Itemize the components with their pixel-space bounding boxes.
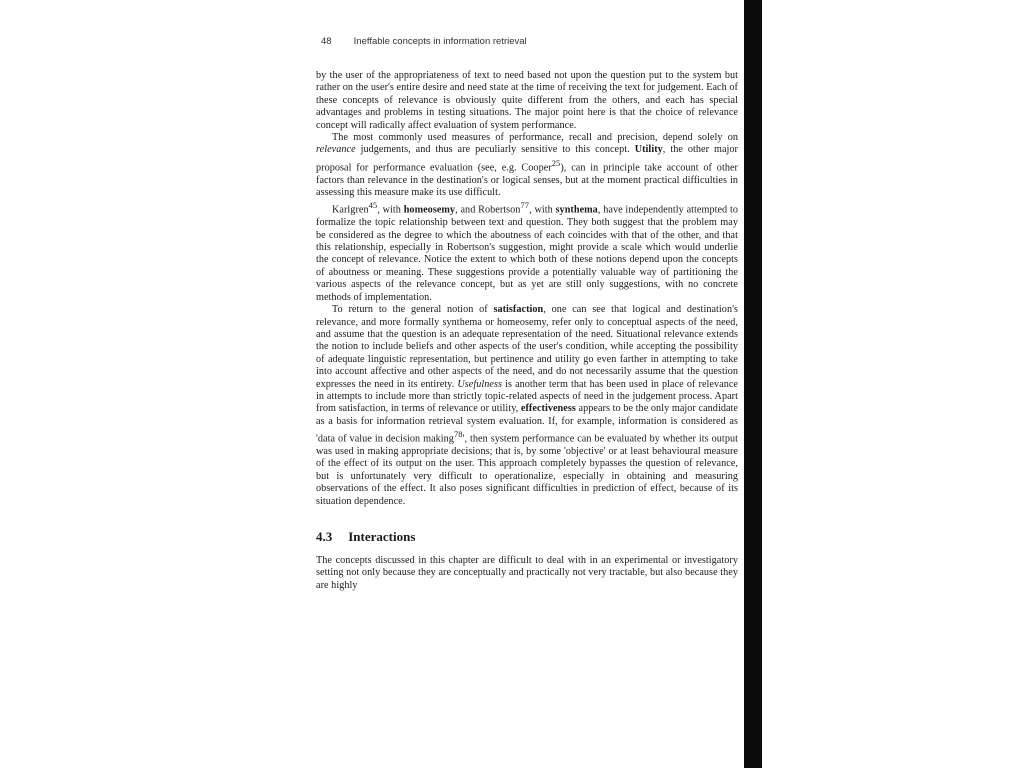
- citation-superscript: 77: [520, 200, 530, 211]
- book-page: [316, 36, 738, 592]
- paragraph: [316, 70, 738, 132]
- paragraph: [316, 304, 738, 508]
- text-run: , one can see that logical and destination's relevance, and more formally synthema or homeosemy, refer only to conceptual aspects of the need, and assume that the question is an adequate representation of the need. Situational relevance extends the notion to include beliefs and other aspects of the user's condition, while accepting the possibility of adequate linguistic representation, but pertinence and utility go even farther in attempting to take into account affective and other aspects of the need, and do not necessarily assume that the question expresses the need in its entirety.: [316, 304, 738, 390]
- running-head: [316, 36, 738, 47]
- text-run: , with: [529, 204, 556, 216]
- section-title: Interactions: [348, 528, 416, 544]
- text-run: , the other major proposal for performance evaluation (see, e.g. Cooper: [316, 144, 738, 174]
- section-body-text: [316, 555, 738, 592]
- text-run: judgements, and thus are peculiarly sensitive to this concept.: [355, 144, 635, 156]
- text-run: is another term that has been used in place of relevance in attempts to include more than strictly topic-related aspects of need in the judgement process. Apart from satisfaction, in terms of relevance or utility,: [316, 378, 738, 415]
- bold-term: synthema: [555, 204, 598, 216]
- bold-term: effectiveness: [520, 403, 576, 415]
- bold-term: homeosemy: [403, 204, 456, 216]
- text-run: appears to be the only major candidate as a basis for information retrieval system evaluation. If, for example, information is considered as 'data of value in decision making: [316, 403, 738, 445]
- citation-superscript: 25: [551, 157, 561, 168]
- bold-term: Utility: [634, 144, 663, 156]
- italic-term: Usefulness: [457, 378, 502, 390]
- text-run: The concepts discussed in this chapter are difficult to deal with in an experimental or investigatory setting not only because they are conceptually and practically not very tractable, but also because they are highly: [316, 554, 738, 591]
- text-run: To return to the general notion of: [332, 304, 494, 316]
- scan-edge-shadow: [744, 0, 762, 768]
- body-text: [316, 70, 738, 508]
- paragraph: [316, 132, 738, 199]
- paragraph: [316, 555, 738, 592]
- text-run: Karlgren: [332, 204, 369, 216]
- text-run: ', then system performance can be evaluated by whether its output was used in making appropriate decisions; that is, by some 'objective' or at least behavioural measure of the effect of its output on the user. This approach completely bypasses the question of relevance, but is unfortunately very difficult to operationalize, especially in obtaining and measuring observations of the effect. It also poses significant difficulties in prediction of effect, because of its situation dependence.: [316, 433, 738, 507]
- text-run: ), can in principle take account of other factors than relevance in the destination's or logical senses, but at the moment practical difficulties in assessing this measure make its use difficult.: [316, 162, 738, 199]
- bold-term: satisfaction: [493, 304, 544, 316]
- text-run: by the user of the appropriateness of text to need based not upon the question put to the system but rather on the user's entire desire and need state at the time of receiving the text for judgement. Each of these concepts of relevance is obviously quite different from the others, and each has special advantages and problems in testing situations. The major point here is that the choice of relevance concept will radically affect evaluation of system performance.: [316, 70, 738, 131]
- text-run: , and Robertson: [455, 204, 521, 216]
- section-number: 4.3: [316, 528, 333, 544]
- running-head-title: Ineffable concepts in information retrieval: [353, 36, 527, 47]
- paragraph: [316, 199, 738, 304]
- page-number: 48: [321, 36, 332, 47]
- italic-term: relevance: [316, 144, 356, 156]
- text-run: , have independently attempted to formalize the topic relationship between text and question. They both suggest that the problem may be considered as the degree to which the aboutness of each coincides with that of the other, and that this relationship, especially in Robertson's suggestion, might provide a scale which would underlie the concept of relevance. Notice the extent to which both of these notions depend upon the concepts of aboutness or meaning. These suggestions provide a potentially valuable way of partitioning the various aspects of the relevance concept, but as yet are still only suggestions, with no concrete methods of implementation.: [316, 204, 739, 303]
- citation-superscript: 78: [453, 429, 463, 440]
- text-run: , with: [377, 204, 404, 216]
- citation-superscript: 45: [368, 200, 378, 211]
- text-run: The most commonly used measures of performance, recall and precision, depend solely on: [332, 132, 738, 144]
- section-heading: [316, 529, 738, 545]
